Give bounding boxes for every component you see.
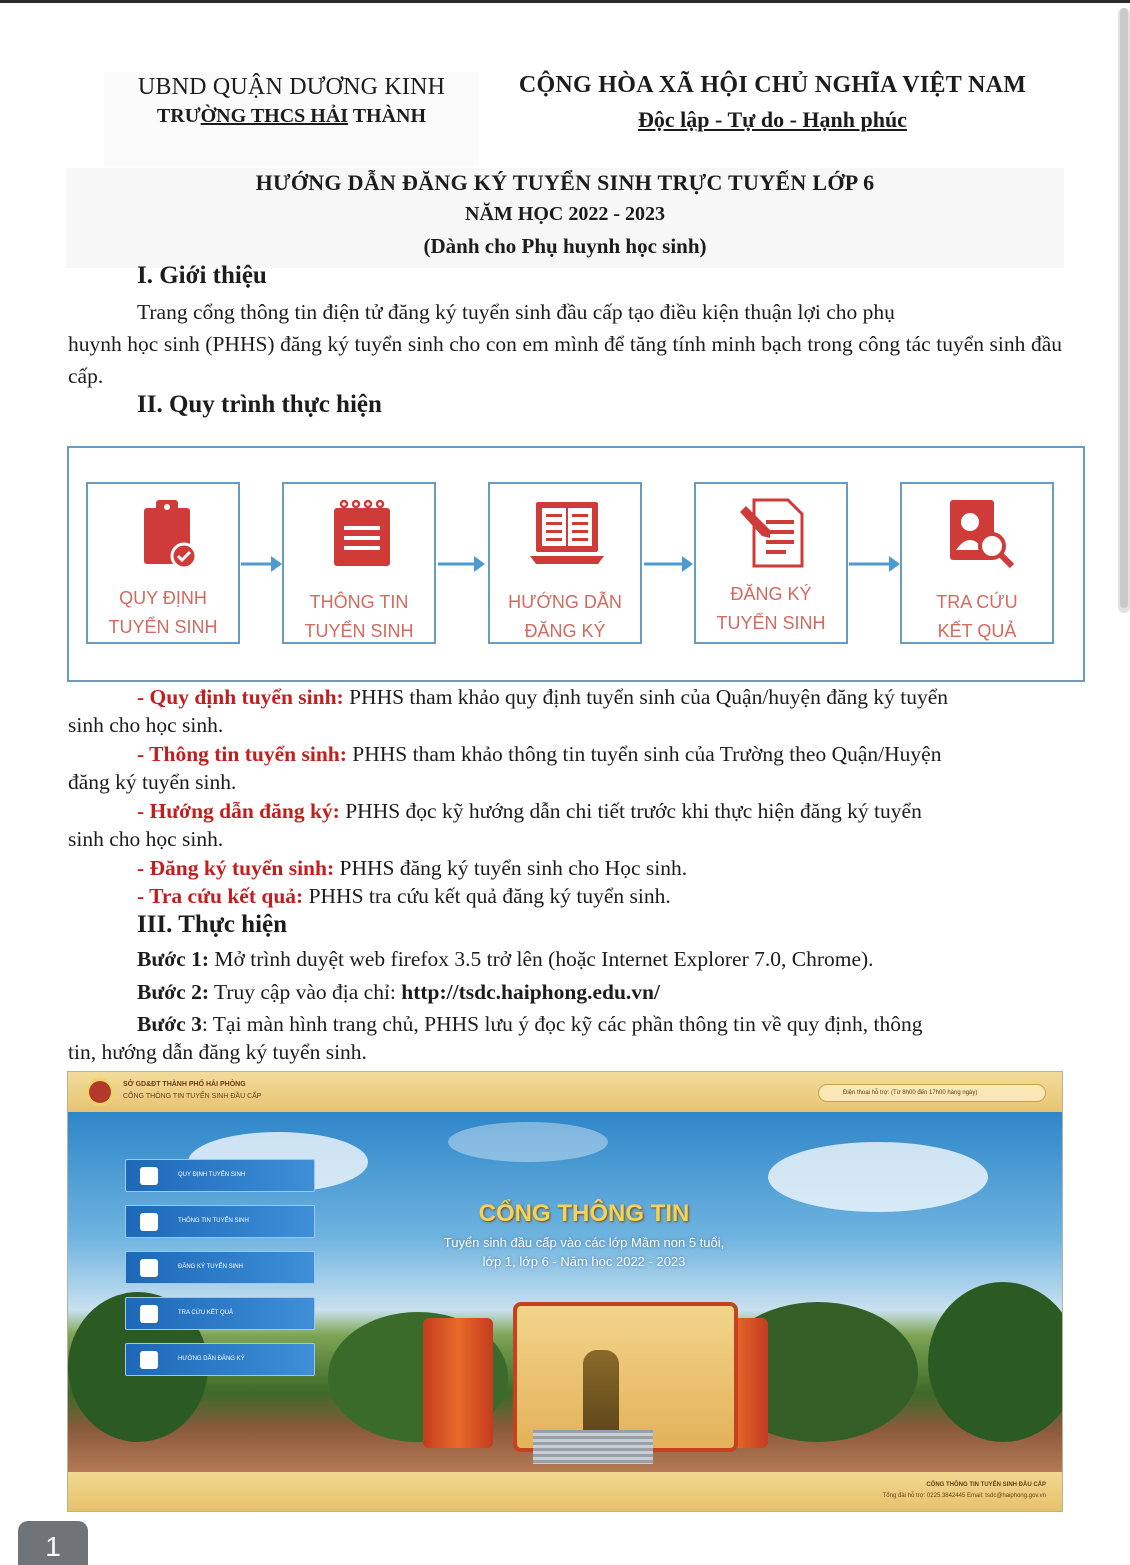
step-thong-tin: THÔNG TIN TUYỂN SINH — [282, 482, 436, 644]
portal-subtitle-1: Tuyển sinh đầu cấp vào các lớp Mầm non 5 tuổi, — [443, 1235, 725, 1250]
arrow-icon — [644, 552, 694, 576]
step-dang-ky: ĐĂNG KÝ TUYỂN SINH — [694, 482, 848, 644]
portal-subtitle-2: lớp 1, lớp 6 - Năm học 2022 - 2023 — [482, 1254, 686, 1269]
portal-header — [68, 1072, 1062, 1112]
arrow-icon — [849, 552, 901, 576]
portal-hero — [68, 1112, 1062, 1472]
section-2-heading: II. Quy trình thực hiện — [137, 391, 382, 418]
document-pen-icon — [736, 494, 810, 572]
bullet-huong-dan: - Hướng dẫn đăng ký: PHHS đọc kỹ hướng dẫn chi tiết trước khi thực hiện đăng ký tuyển sinh cho học sinh. — [68, 799, 922, 851]
portal-org-sub: CỔNG THÔNG TIN TUYỂN SINH ĐẦU CẤP — [123, 1093, 262, 1100]
page-number: 1 — [18, 1521, 88, 1565]
portal-url[interactable]: http://tsdc.haiphong.edu.vn/ — [401, 980, 660, 1004]
step-3-text: Bước 3: Tại màn hình trang chủ, PHHS lưu ý đọc kỹ các phần thông tin về quy định, thông tin, hướng dẫn đăng ký tuyển sinh. — [68, 1012, 923, 1064]
school-year: NĂM HỌC 2022 - 2023 — [465, 203, 665, 225]
section-1-heading: I. Giới thiệu — [137, 262, 267, 289]
portal-hotline: Điện thoại hỗ trợ: (Từ 8h00 đến 17h00 hàng ngày) — [818, 1084, 1046, 1102]
country-name: CỘNG HÒA XÃ HỘI CHỦ NGHĨA VIỆT NAM — [518, 72, 1027, 98]
bullet-tra-cuu: - Tra cứu kết quả: PHHS tra cứu kết quả đăng ký tuyển sinh. — [137, 884, 671, 908]
bullet-dang-ky: - Đăng ký tuyển sinh: PHHS đăng ký tuyển sinh cho Học sinh. — [137, 856, 688, 880]
audience: (Dành cho Phụ huynh học sinh) — [423, 234, 707, 258]
step-2-text: Bước 2: Truy cập vào địa chỉ: http://tsdc.haiphong.edu.vn/ — [137, 980, 660, 1004]
bullet-quy-dinh: - Quy định tuyển sinh: PHHS tham khảo quy định tuyển sinh của Quận/huyện đăng ký tuyển sinh cho học sinh. — [68, 685, 949, 737]
portal-menu-thong-tin[interactable]: THÔNG TIN TUYỂN SINH — [125, 1205, 315, 1238]
school-name: TRƯỜNG THCS HẢI THÀNH — [156, 105, 427, 127]
laptop-book-icon — [530, 494, 604, 572]
scrollbar-thumb[interactable] — [1120, 8, 1128, 608]
portal-menu-huong-dan[interactable]: HƯỚNG DẪN ĐĂNG KÝ — [125, 1343, 315, 1376]
portal-footer: CỔNG THÔNG TIN TUYỂN SINH ĐẦU CẤP Tổng đài hỗ trợ: 0225.3842445 Email: tsdc@haiphong.gov.vn — [68, 1472, 1062, 1512]
bullet-thong-tin: - Thông tin tuyển sinh: PHHS tham khảo thông tin tuyển sinh của Trường theo Quận/Huyện đăng ký tuyển sinh. — [68, 742, 942, 794]
monument-steps — [533, 1430, 653, 1464]
section-1-text: Trang cổng thông tin điện tử đăng ký tuyển sinh đầu cấp tạo điều kiện thuận lợi cho phụ huynh học sinh (PHHS) đăng ký tuyển sinh cho con em mình để tăng tính minh bạch trong công tác tuyển sinh đầu cấp. — [68, 300, 1062, 388]
step-huong-dan: HƯỚNG DẪN ĐĂNG KÝ — [488, 482, 642, 644]
portal-menu-dang-ky[interactable]: ĐĂNG KÝ TUYỂN SINH — [125, 1251, 315, 1284]
statue — [583, 1350, 619, 1440]
portal-org: SỞ GD&ĐT THÀNH PHỐ HẢI PHÒNG — [123, 1081, 246, 1088]
clipboard-check-icon — [128, 494, 202, 572]
arrow-icon — [241, 552, 283, 576]
user-search-icon — [942, 494, 1016, 572]
step-tra-cuu: TRA CỨU KẾT QUẢ — [900, 482, 1054, 644]
notepad-icon — [324, 494, 398, 572]
top-border — [0, 0, 1130, 3]
district-name: UBND QUẬN DƯƠNG KINH — [137, 74, 446, 100]
arrow-icon — [438, 552, 486, 576]
portal-menu-quy-dinh[interactable]: QUY ĐỊNH TUYỂN SINH — [125, 1159, 315, 1192]
step-quy-dinh: QUY ĐỊNH TUYỂN SINH — [86, 482, 240, 644]
header-right — [505, 72, 1040, 133]
motto: Độc lập - Tự do - Hạnh phúc — [638, 107, 907, 132]
header-left — [104, 72, 479, 166]
document-title: HƯỚNG DẪN ĐĂNG KÝ TUYỂN SINH TRỰC TUYẾN LỚP 6 — [255, 170, 875, 195]
step-1-text: Bước 1: Mở trình duyệt web firefox 3.5 trở lên (hoặc Internet Explorer 7.0, Chrome). — [137, 947, 874, 971]
section-3-heading: III. Thực hiện — [137, 911, 288, 938]
portal-title: CỔNG THÔNG TIN — [478, 1200, 690, 1227]
process-diagram — [67, 446, 1085, 682]
portal-logo — [86, 1078, 114, 1106]
portal-menu-tra-cuu[interactable]: TRA CỨU KẾT QUẢ — [125, 1297, 315, 1330]
portal-screenshot — [67, 1071, 1063, 1512]
